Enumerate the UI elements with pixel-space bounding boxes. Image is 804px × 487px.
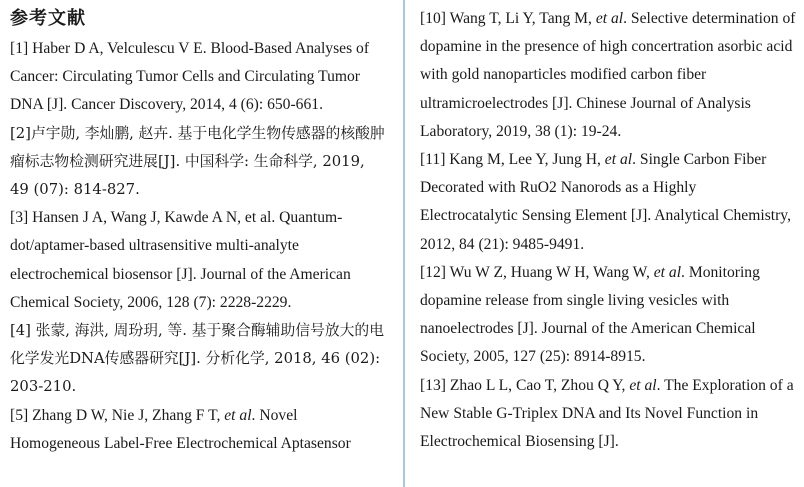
reference-et-al: et al — [224, 406, 252, 424]
reference-list-right — [420, 5, 798, 456]
reference-et-al: et al — [604, 151, 633, 169]
reference-et-al: et al — [653, 263, 682, 281]
reference-authors: [5] Zhang D W, Nie J, Zhang F T, — [10, 406, 225, 424]
reference-item: [3] Hansen J A, Wang J, Kawde A N, et al. Quantum-dot/aptamer-based ultrasensitive multi-analyte electrochemical biosensor [J]. Journal of the American Chemical Society, 2006, 128 (7): 2228-2229. — [10, 209, 351, 311]
reference-authors: [11] Kang M, Lee Y, Jung H, — [420, 151, 605, 169]
reference-item: [1] Haber D A, Velculescu V E. Blood-Based Analyses of Cancer: Circulating Tumor Cells and Circulating Tumor DNA [J]. Cancer Discovery, 2014, 4 (6): 650-661. — [10, 40, 370, 114]
reference-authors: [10] Wang T, Li Y, Tang M, — [420, 10, 596, 27]
reference-item: [2]卢宇勋, 李灿鹏, 赵卉. 基于电化学生物传感器的核酸肿瘤标志物检测研究进展[J]. 中国科学: 生命科学, 2019, 49 (07): 814-827. — [10, 124, 385, 199]
reference-item — [420, 259, 798, 372]
reference-authors: [12] Wu W Z, Huang W H, Wang W, — [420, 263, 654, 281]
reference-details: . The Exploration of a New Stable G-Triplex DNA and Its Novel Function in Electrochemical Biosensing [J]. — [420, 376, 794, 451]
reference-details: . Monitoring dopamine release from single living vesicles with nanoelectrodes [J]. Journal of the American Chemical Society, 2005, 127 (25): 8914-8915. — [420, 263, 760, 366]
reference-authors: [13] Zhao L L, Cao T, Zhou Q Y, — [420, 376, 630, 394]
reference-et-al: et al — [595, 10, 624, 27]
reference-item — [420, 146, 798, 259]
reference-details: . Single Carbon Fiber Decorated with RuO2 Nanorods as a Highly Electrocatalytic Sensing Element [J]. Analytical Chemistry, 2012, 84 (21): 9485-9491. — [420, 151, 791, 253]
reference-details: . Novel Homogeneous Label-Free Electrochemical Aptasensor — [10, 406, 351, 452]
reference-item — [420, 5, 798, 146]
reference-et-al: et al — [629, 376, 657, 394]
reference-item — [420, 372, 798, 457]
column-divider — [403, 0, 405, 487]
reference-item: [4] 张蒙, 海洪, 周玢玥, 等. 基于聚合酶辅助信号放大的电化学发光DNA传感器研究[J]. 分析化学, 2018, 46 (02): 203-210. — [10, 322, 385, 396]
section-heading: 参考文献 — [10, 8, 86, 29]
reference-details: . Selective determination of dopamine in the presence of high concertration asorbic acid with gold nanoparticles modified carbon fiber ultramicroelectrodes [J]. Chinese Journal of Analysis Laboratory, 2019, 38 (1): 19-24. — [420, 10, 796, 140]
reference-item — [10, 402, 388, 458]
reference-list-left — [10, 35, 388, 458]
